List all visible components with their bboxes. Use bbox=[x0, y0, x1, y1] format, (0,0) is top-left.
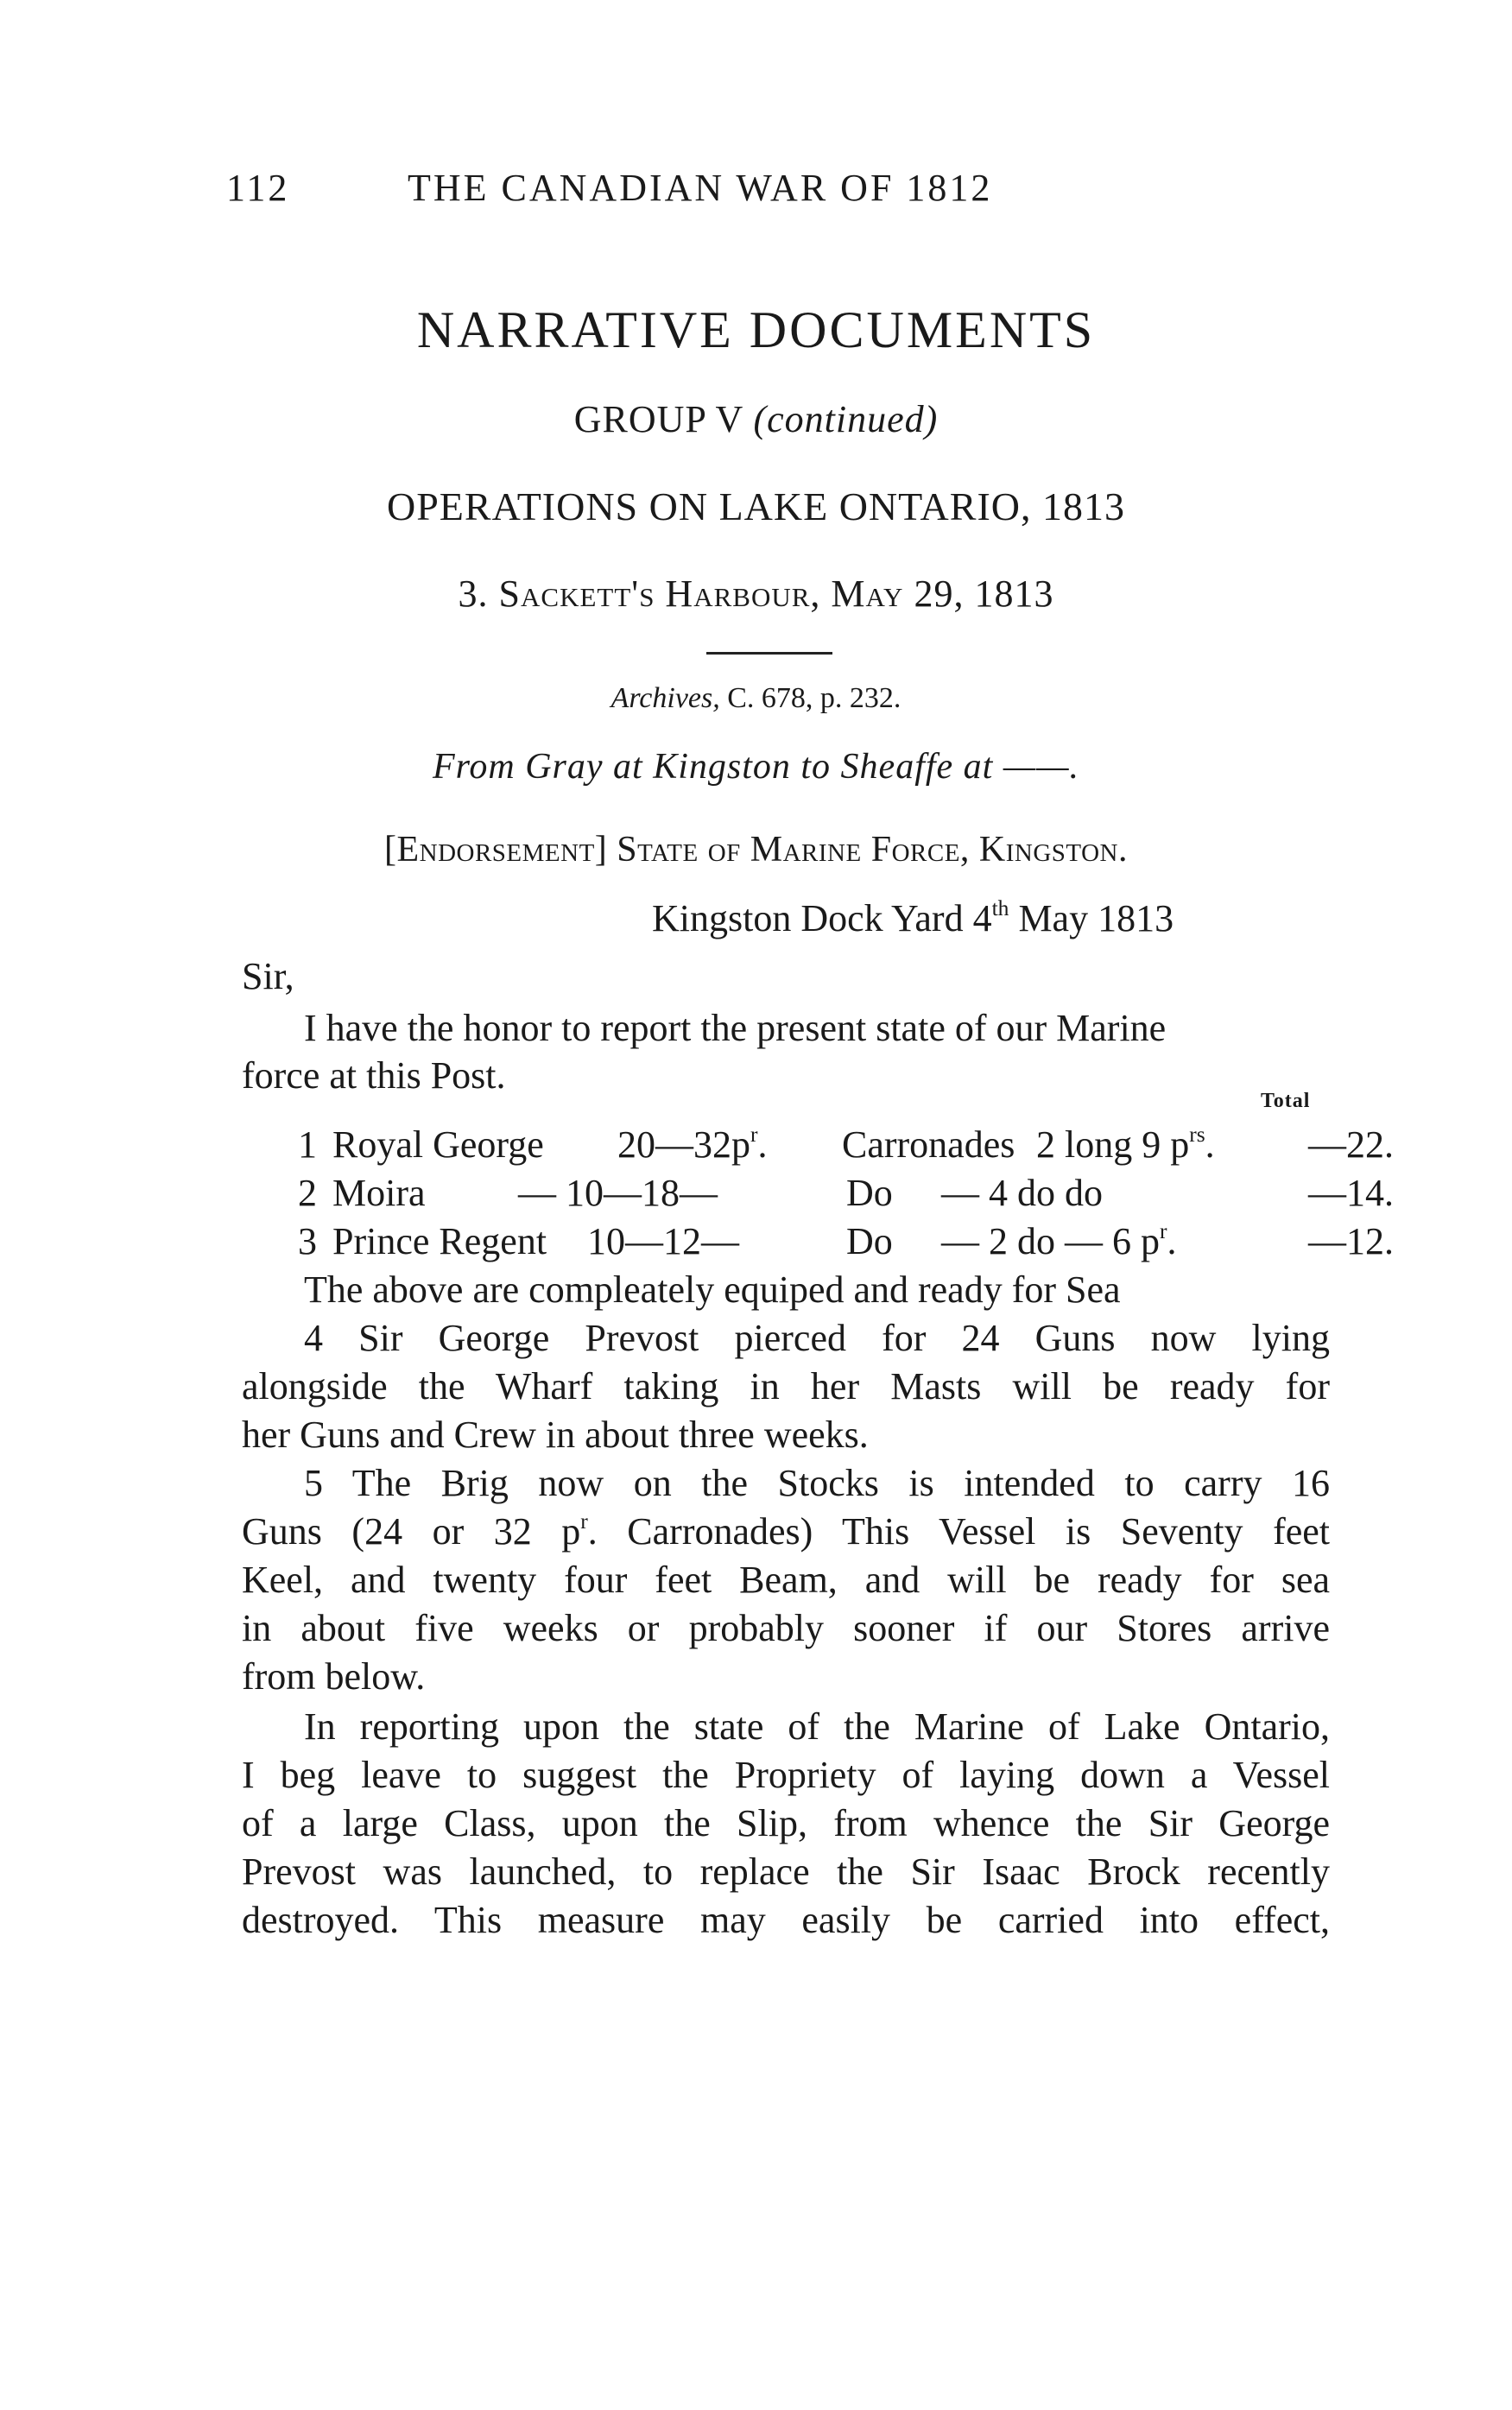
operations-heading: OPERATIONS ON LAKE ONTARIO, 1813 bbox=[386, 484, 1125, 528]
ready-line: The above are compleately equiped and ready for Sea bbox=[304, 1268, 1121, 1311]
ship-row-royal-george: 1 Royal George $20—32p^r$. Carronades 2 long 9 $p^{rs}$. —22. bbox=[298, 1122, 1394, 1166]
total-column-label: Total bbox=[1261, 1090, 1311, 1112]
section-heading: NARRATIVE DOCUMENTS bbox=[416, 301, 1096, 358]
salutation: Sir, bbox=[242, 955, 294, 997]
archives-ref: C. 678, p. 232. bbox=[727, 682, 902, 714]
group-label: GROUP V bbox=[573, 398, 743, 440]
dateline: Kingston Dock Yard 4th May 1813 bbox=[652, 895, 1174, 939]
source-reference bbox=[0, 682, 1512, 715]
intro-line: force at this Post. bbox=[242, 1054, 506, 1097]
para6-line: of a large Class, upon the Slip, from whence the Sir George bbox=[242, 1802, 1330, 1844]
group-note: (continued) bbox=[753, 398, 939, 440]
para6-line: destroyed. This measure may easily be carried into effect, bbox=[242, 1899, 1330, 1941]
ship-row-prince-regent: 3 Prince Regent 10—12— Do — 2 do — 6 $p^r$. —12. bbox=[298, 1218, 1394, 1262]
from-line: From Gray at Kingston to Sheaffe at ——. bbox=[432, 747, 1080, 787]
document-title: 3. Sackett's Harbour, May 29, 1813 bbox=[458, 572, 1054, 615]
para4-line: her Guns and Crew in about three weeks. bbox=[242, 1414, 869, 1456]
para4-line: 4 Sir George Prevost pierced for 24 Guns now lying bbox=[304, 1317, 1330, 1359]
para5-line: from below. bbox=[242, 1655, 426, 1698]
para4-line: alongside the Wharf taking in her Masts will be ready for bbox=[242, 1365, 1330, 1407]
para6-line: Prevost was launched, to replace the Sir Isaac Brock recently bbox=[242, 1850, 1330, 1893]
endorsement: [Endorsement] State of Marine Force, Kingston. bbox=[383, 830, 1128, 870]
para5-line: in about five weeks or probably sooner if our Stores arrive bbox=[242, 1607, 1330, 1649]
intro-line: I have the honor to report the present state of our Marine bbox=[304, 1007, 1167, 1049]
para5-line: 5 The Brig now on the Stocks is intended to carry 16 bbox=[304, 1462, 1330, 1504]
book-title: THE CANADIAN WAR OF 1812 bbox=[408, 167, 993, 209]
para5-line: Guns (24 or 32 $p^r$. Carronades) This Vessel is Seventy feet bbox=[242, 1509, 1330, 1553]
para6-line: I beg leave to suggest the Propriety of laying down a Vessel bbox=[242, 1754, 1330, 1796]
group-heading bbox=[0, 397, 1512, 441]
ship-row-moira: 2 Moira — 10—18— Do — 4 do do —14. bbox=[298, 1172, 1394, 1214]
archives-label: Archives, bbox=[610, 682, 720, 714]
para6-line: In reporting upon the state of the Marine of Lake Ontario, bbox=[304, 1705, 1330, 1748]
para5-line: Keel, and twenty four feet Beam, and will be ready for sea bbox=[242, 1559, 1330, 1601]
page-number: 112 bbox=[226, 167, 290, 209]
divider-rule bbox=[706, 652, 832, 655]
